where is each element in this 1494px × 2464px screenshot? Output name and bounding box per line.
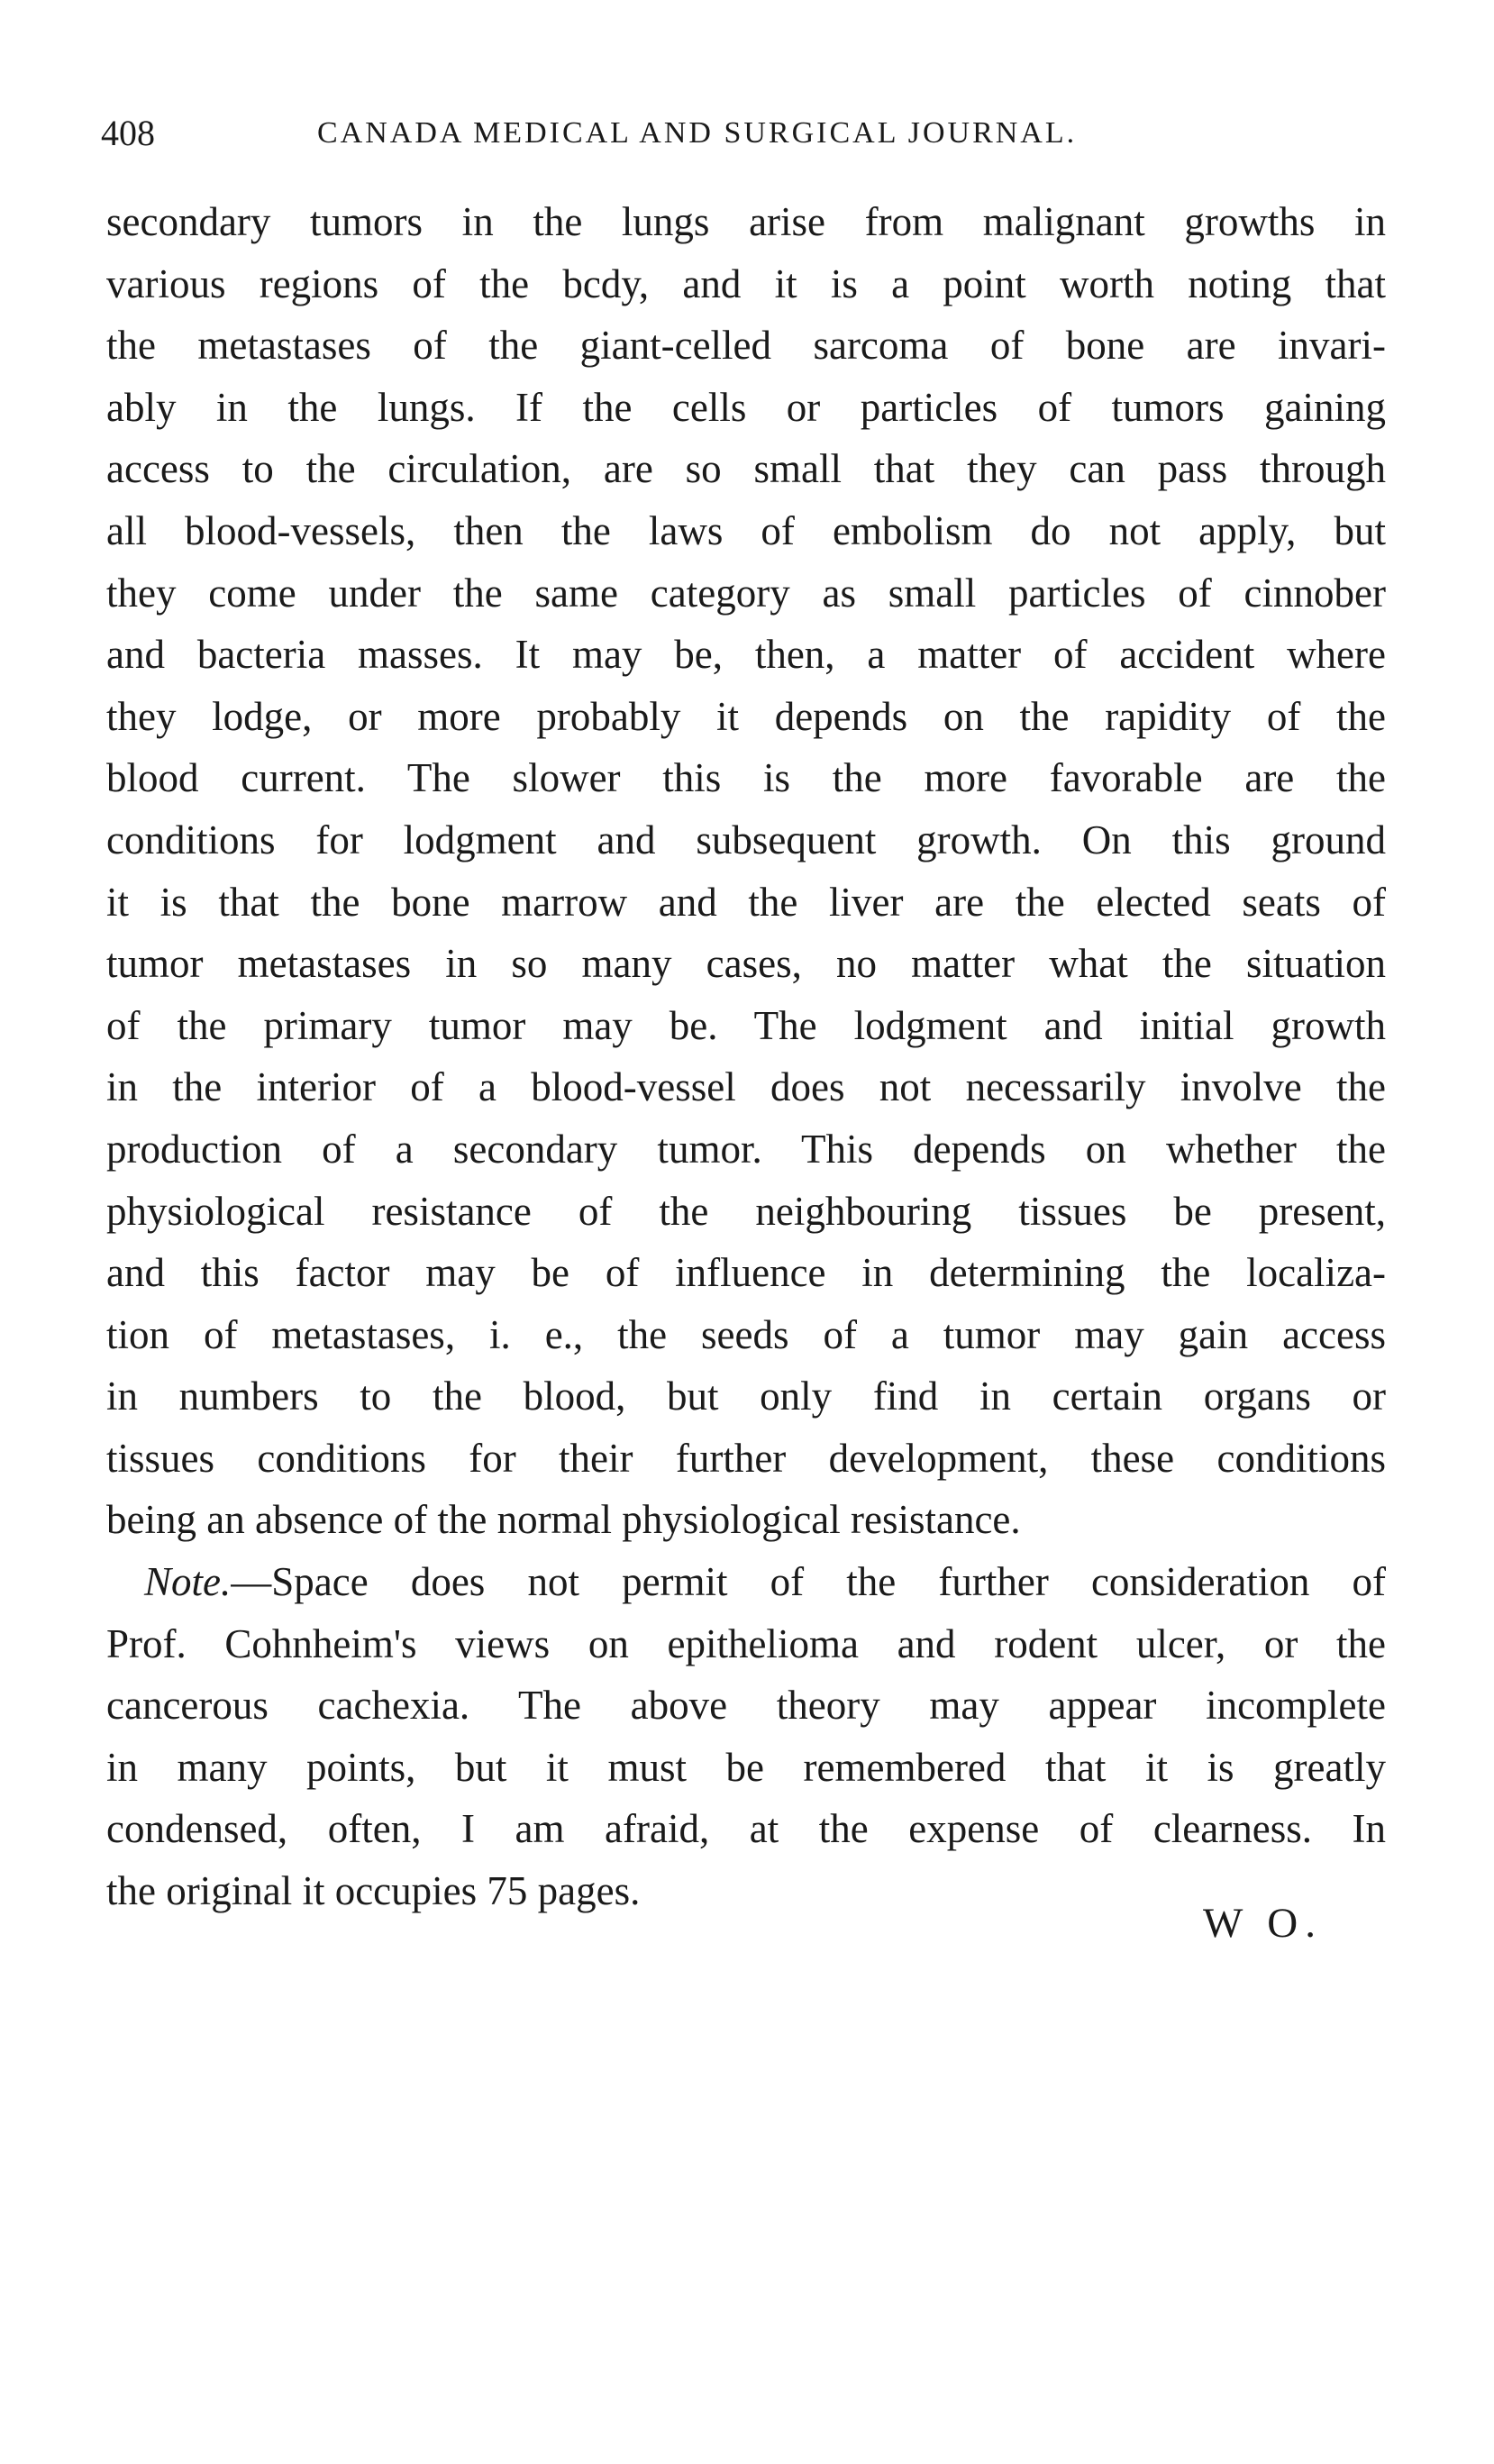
text-line: physiological resistance of the neighbouring tissues be present, (106, 1188, 1386, 1234)
author-signature: W O. (1203, 1900, 1323, 1947)
note-line: condensed, often, I am afraid, at the expense of clearness. In (106, 1806, 1386, 1852)
text-line: tissues conditions for their further development, these conditions (106, 1435, 1386, 1481)
text-line: in numbers to the blood, but only find in certain organs or (106, 1373, 1386, 1419)
text-line: tion of metastases, i. e., the seeds of a tumor may gain access (106, 1311, 1386, 1357)
text-line: tumor metastases in so many cases, no matter what the situation (106, 941, 1386, 987)
text-line: all blood-vessels, then the laws of embolism do not apply, but (106, 507, 1386, 553)
text-line: production of a secondary tumor. This depends on whether the (106, 1126, 1386, 1172)
text-line: and this factor may be of influence in determining the localiza- (106, 1250, 1386, 1296)
journal-title: CANADA MEDICAL AND SURGICAL JOURNAL. (317, 116, 1078, 150)
note-line: cancerous cachexia. The above theory may appear incomplete (106, 1683, 1386, 1729)
text-line: they come under the same category as small particles of cinnober (106, 570, 1386, 616)
note-label: Note. (144, 1559, 232, 1605)
text-line: in the interior of a blood-vessel does not necessarily involve the (106, 1064, 1386, 1110)
text-line: secondary tumors in the lungs arise from malignant growths in (106, 199, 1386, 244)
text-line: access to the circulation, are so small that they can pass through (106, 446, 1386, 492)
page-number: 408 (101, 113, 155, 153)
text-line: of the primary tumor may be. The lodgment and initial growth (106, 1002, 1386, 1048)
text-line: being an absence of the normal physiological resistance. (106, 1497, 1021, 1543)
note-line: the original it occupies 75 pages. (106, 1868, 641, 1914)
note-line: in many points, but it must be remembered that it is greatly (106, 1744, 1386, 1790)
text-line: they lodge, or more probably it depends on the rapidity of the (106, 693, 1386, 739)
note-line: Prof. Cohnheim's views on epithelioma and rodent ulcer, or the (106, 1620, 1386, 1666)
text-line: blood current. The slower this is the more favorable are the (106, 755, 1386, 801)
note-first-line-text: —Space does not permit of the further consideration of (231, 1559, 1386, 1605)
article-body (106, 191, 1386, 1922)
text-line: various regions of the bcdy, and it is a point worth noting that (106, 260, 1386, 306)
text-line: it is that the bone marrow and the liver are the elected seats of (106, 879, 1386, 925)
text-line: conditions for lodgment and subsequent growth. On this ground (106, 817, 1386, 862)
text-line: ably in the lungs. If the cells or particles of tumors gaining (106, 384, 1386, 430)
text-line: the metastases of the giant-celled sarcoma of bone are invari- (106, 323, 1386, 369)
note-first-line (106, 1551, 1386, 1613)
text-line: and bacteria masses. It may be, then, a matter of accident where (106, 632, 1386, 678)
running-head (101, 106, 1272, 160)
